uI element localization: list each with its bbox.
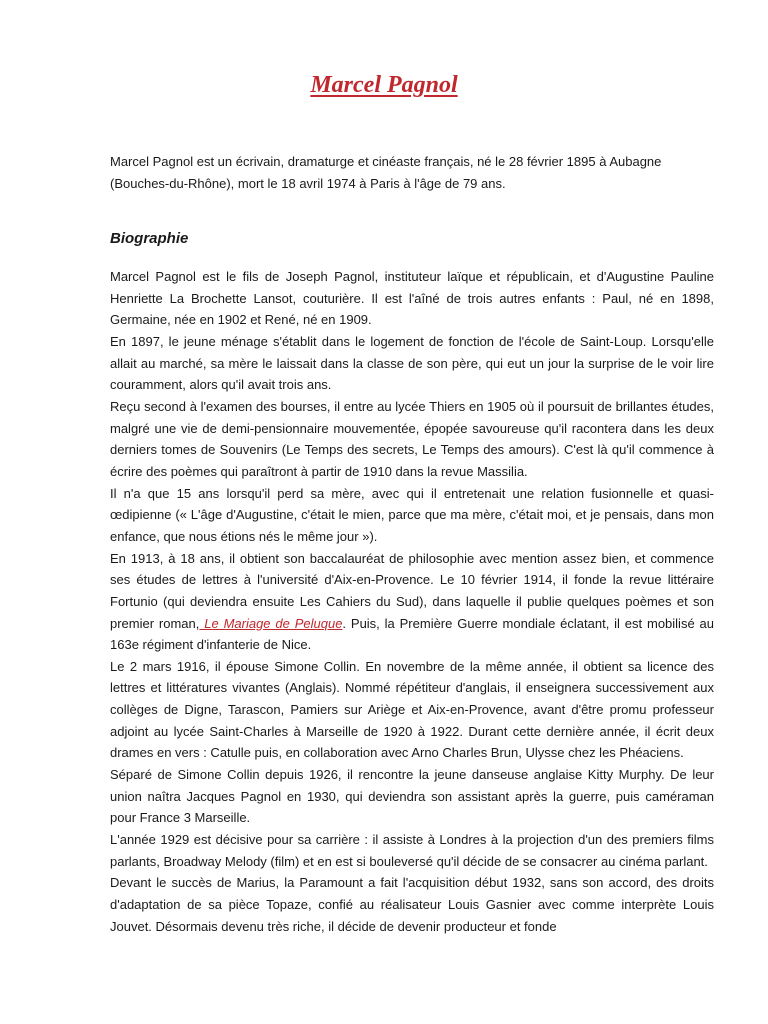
paragraph-mother: Il n'a que 15 ans lorsqu'il perd sa mère, avec qui il entretenait une relation fusionnelle et quasi-œdipienne (« L'âge d'Augustine, c'était le mien, parce que ma mère, c'était moi, et je pensais, dans mon enfance, que nous étions nés le même jour »). [110,485,714,544]
paragraph-1913 [110,548,714,656]
paragraph-marius: Devant le succès de Marius, la Paramount a fait l'acquisition début 1932, sans son accord, des droits d'adaptation de sa pièce Topaze, confié au réalisateur Louis Gasnier avec comme interprète Louis Jouvet. Désormais devenu très riche, il décide de devenir producteur et fonde [110,875,714,934]
biography-body [110,266,714,937]
paragraph-1913-text: En 1913, à 18 ans, il obtient son baccalauréat de philosophie avec mention assez bien, et commence ses études de lettres à l'université d'Aix-en-Provence. Le 10 février 1914, il fonde la revue littéraire Fortunio (qui deviendra ensuite Les Cahiers du Sud), dans laquelle il publie quelques poèmes et son premier roman, [110,550,714,631]
paragraph-lycee-thiers: Reçu second à l'examen des bourses, il entre au lycée Thiers en 1905 où il poursuit de brillantes études, malgré une vie de demi-pensionnaire mouvementée, épopée savoureuse qu'il racontera dans les deux derniers tomes de Souvenirs (Le Temps des secrets, Le Temps des amours). C'est là qu'il commence à écrire des poèmes qui paraîtront à partir de 1910 dans la revue Massilia. [110,398,714,479]
paragraph-saint-loup: En 1897, le jeune ménage s'établit dans le logement de fonction de l'école de Saint-Loup. Lorsqu'elle allait au marché, sa mère le laissait dans la classe de son père, qui eut un jour la surprise de le voir lire couramment, alors qu'il avait trois ans. [110,333,714,393]
intro-paragraph: Marcel Pagnol est un écrivain, dramaturge et cinéaste français, né le 28 février 1895 à Aubagne (Bouches-du-Rhône), mort le 18 avril 1974 à Paris à l'âge de 79 ans. [110,154,662,191]
paragraph-1916: Le 2 mars 1916, il épouse Simone Collin. En novembre de la même année, il obtient sa licence des lettres et littératures vivantes (Anglais). Nommé répétiteur d'anglais, il enseignera successivement aux collèges de Digne, Tarascon, Pamiers sur Ariège et Aix-en-Provence, avant d'être promu professeur adjoint au lycée Saint-Charles à Marseille de 1920 à 1922. Durant cette dernière année, il écrit deux drames en vers : Catulle puis, en collaboration avec Arno Charles Brun, Ulysse chez les Phéaciens. [110,658,714,761]
paragraph-family: Marcel Pagnol est le fils de Joseph Pagnol, instituteur laïque et républicain, et d'Augustine Pauline Henriette La Brochette Lansot, couturière. Il est l'aîné de trois autres enfants : Paul, né en 1898, Germaine, née en 1902 et René, né en 1909. [110,269,714,328]
mariage-de-peluque-link[interactable]: Le Mariage de Peluque [199,615,343,631]
paragraph-kitty-murphy: Séparé de Simone Collin depuis 1926, il rencontre la jeune danseuse anglaise Kitty Murphy. De leur union naîtra Jacques Pagnol en 1930, qui deviendra son assistant après la guerre, puis caméraman pour France 3 Marseille. [110,767,714,826]
page-title: Marcel Pagnol [310,72,458,98]
paragraph-1913-text-end: . Puis, la Première Guerre mondiale éclatant, il est mobilisé au 163e régiment d'infanterie de Nice. [110,615,714,653]
section-heading: Biographie [110,230,189,247]
paragraph-1929: L'année 1929 est décisive pour sa carrière : il assiste à Londres à la projection d'un des premiers films parlants, Broadway Melody (film) et en est si bouleversé qu'il décide de se consacrer au cinéma parlant. [110,832,714,869]
